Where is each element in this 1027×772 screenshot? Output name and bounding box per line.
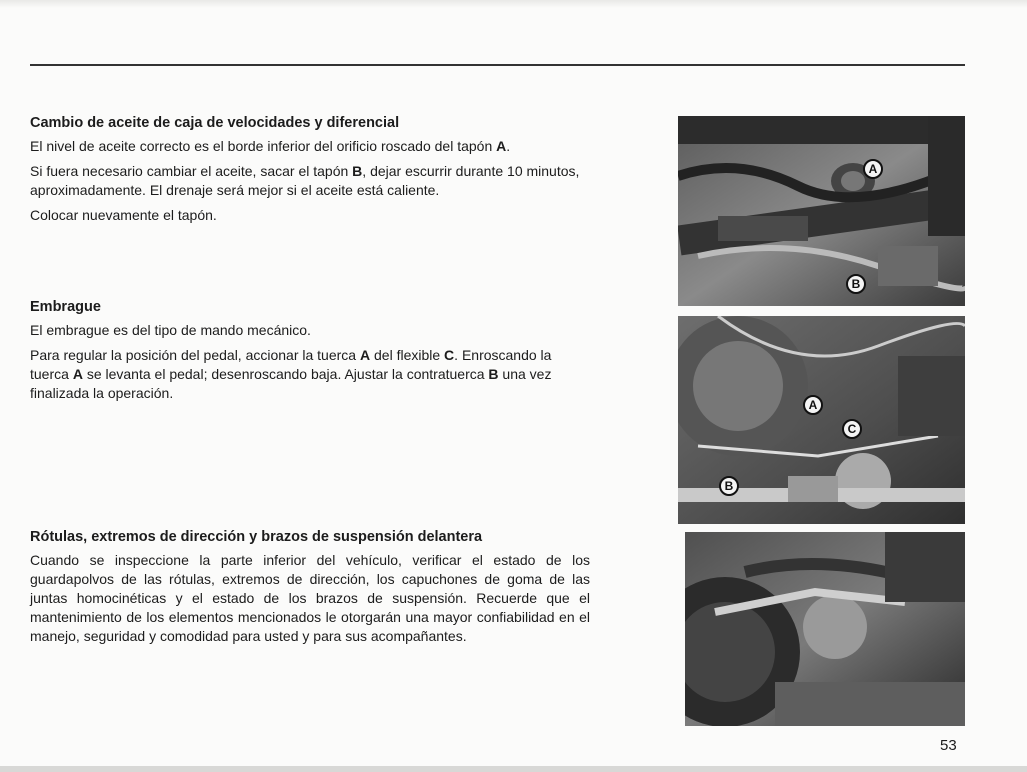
paragraph: El nivel de aceite correcto es el borde inferior del orificio roscado del tapón A. [30, 138, 511, 154]
clutch-photo [678, 316, 965, 524]
section-title: Embrague [30, 299, 101, 315]
section-gearbox-oil [30, 114, 590, 231]
section-title: Cambio de aceite de caja de velocidades y diferencial [30, 115, 400, 131]
paragraph: Cuando se inspeccione la parte inferior del vehículo, verificar el estado de los guardapolvos de las rótulas, extremos de dirección, los capuchones de goma de las juntas homocinéticas y el estado de los brazos de suspensión. Recuerde que el mantenimiento de los elementos mencionados le otorgarán una mayor confiabilidad en el manejo, seguridad y comodidad para usted y para sus acompañantes. [30, 552, 590, 644]
gearbox-photo [678, 116, 965, 306]
label-b: B [719, 476, 739, 496]
section-clutch [30, 298, 590, 409]
page-number: 53 [940, 737, 957, 754]
suspension-photo [685, 532, 965, 726]
paragraph: El embrague es del tipo de mando mecánico. [30, 322, 311, 338]
label-a: A [803, 395, 823, 415]
page-top-edge [0, 0, 1027, 8]
page-bottom-edge [0, 766, 1027, 772]
header-rule [30, 64, 965, 66]
label-c: C [842, 419, 862, 439]
paragraph: Para regular la posición del pedal, accionar la tuerca A del flexible C. Enroscando la tuerca A se levanta el pedal; desenroscando baja. Ajustar la contratuerca B una vez finalizada la operación. [30, 347, 552, 401]
section-steering [30, 528, 590, 652]
paragraph: Colocar nuevamente el tapón. [30, 207, 217, 223]
label-b: B [846, 274, 866, 294]
label-a: A [863, 159, 883, 179]
section-title: Rótulas, extremos de dirección y brazos de suspensión delantera [30, 529, 483, 545]
paragraph: Si fuera necesario cambiar el aceite, sacar el tapón B, dejar escurrir durante 10 minutos, aproximadamente. El drenaje será mejor si el aceite está caliente. [30, 163, 580, 198]
